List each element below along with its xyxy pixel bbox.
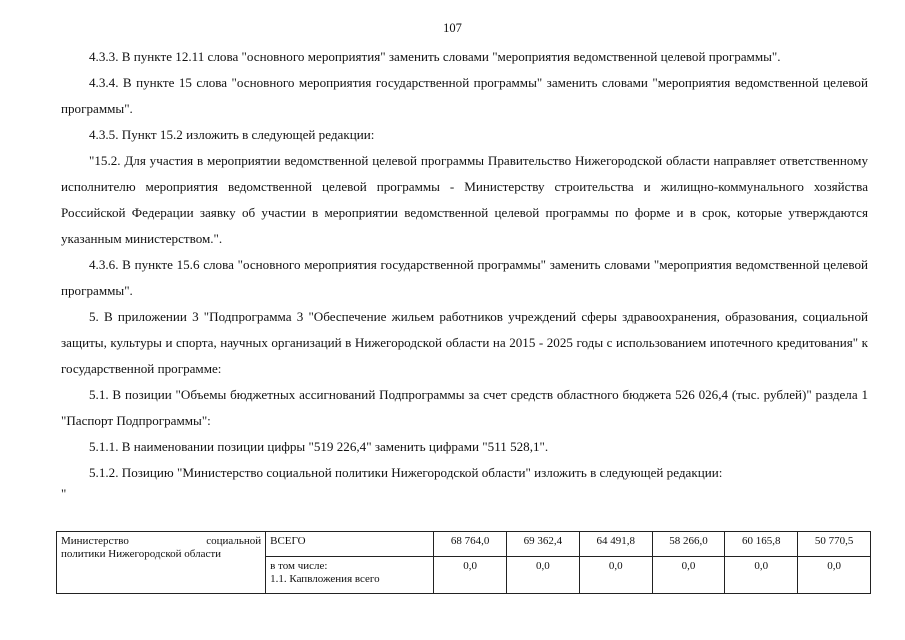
organization-cell [57, 532, 266, 594]
table-cell: 60 165,8 [725, 532, 798, 557]
row-label-line1: в том числе: [270, 560, 328, 572]
paragraph-4-3-6: 4.3.6. В пункте 15.6 слова "основного мероприятия государственной программы" заменить словами "мероприятия ведомственной целевой программы". [61, 257, 868, 298]
paragraph-5-1: 5.1. В позиции "Объемы бюджетных ассигнований Подпрограммы за счет средств областного бюджета 526 026,4 (тыс. рублей)" раздела 1 "Паспорт Подпрограммы": [61, 387, 868, 428]
table-cell: 0,0 [507, 557, 580, 594]
paragraph-4-3-3: 4.3.3. В пункте 12.11 слова "основного мероприятия" заменить словами "мероприятия ведомственной целевой программы". [89, 49, 781, 64]
table-cell: 0,0 [579, 557, 652, 594]
table-cell: 0,0 [798, 557, 871, 594]
opening-quote-mark: " [61, 486, 67, 501]
table-cell: 0,0 [434, 557, 507, 594]
budget-table [56, 531, 871, 594]
table-cell: 58 266,0 [652, 532, 725, 557]
paragraph-5: 5. В приложении 3 "Подпрограмма 3 "Обеспечение жильем работников учреждений сферы здравоохранения, образования, социальной защиты, культуры и спорта, научных организаций в Нижегородской области на 2015 - 2025 годы с использованием ипотечного кредитования" к государственной программе: [61, 309, 868, 376]
table-cell: 0,0 [652, 557, 725, 594]
organization-name-line2: политики Нижегородской области [61, 548, 222, 560]
table-row [57, 532, 871, 557]
row-label-capital-investments [266, 557, 434, 594]
paragraph-5-1-2: 5.1.2. Позицию "Министерство социальной политики Нижегородской области" изложить в следующей редакции: [89, 465, 723, 480]
page-number: 107 [443, 21, 462, 35]
table-cell: 0,0 [725, 557, 798, 594]
paragraph-5-1-1: 5.1.1. В наименовании позиции цифры "519 226,4" заменить цифрами "511 528,1". [89, 439, 549, 454]
table-cell: 64 491,8 [579, 532, 652, 557]
organization-name-line1: Министерство социальной [61, 535, 262, 547]
row-label-total: ВСЕГО [266, 532, 434, 557]
table-cell: 50 770,5 [798, 532, 871, 557]
row-label-line2: 1.1. Капвложения всего [270, 573, 380, 585]
table-cell: 69 362,4 [507, 532, 580, 557]
table-cell: 68 764,0 [434, 532, 507, 557]
paragraph-15-2-quote: "15.2. Для участия в мероприятии ведомственной целевой программы Правительство Нижегородской области направляет ответственному исполнителю мероприятия ведомственной целевой программы - Министерству строительства и жилищно-коммунального хозяйства Российской Федерации заявку об участии в мероприятии ведомственной целевой программы по форме и в срок, которые утверждаются указанным министерством.". [61, 153, 868, 246]
document-body [61, 44, 868, 502]
paragraph-4-3-4: 4.3.4. В пункте 15 слова "основного мероприятия государственной программы" заменить словами "мероприятия ведомственной целевой программы". [61, 75, 868, 116]
paragraph-4-3-5: 4.3.5. Пункт 15.2 изложить в следующей редакции: [89, 127, 375, 142]
